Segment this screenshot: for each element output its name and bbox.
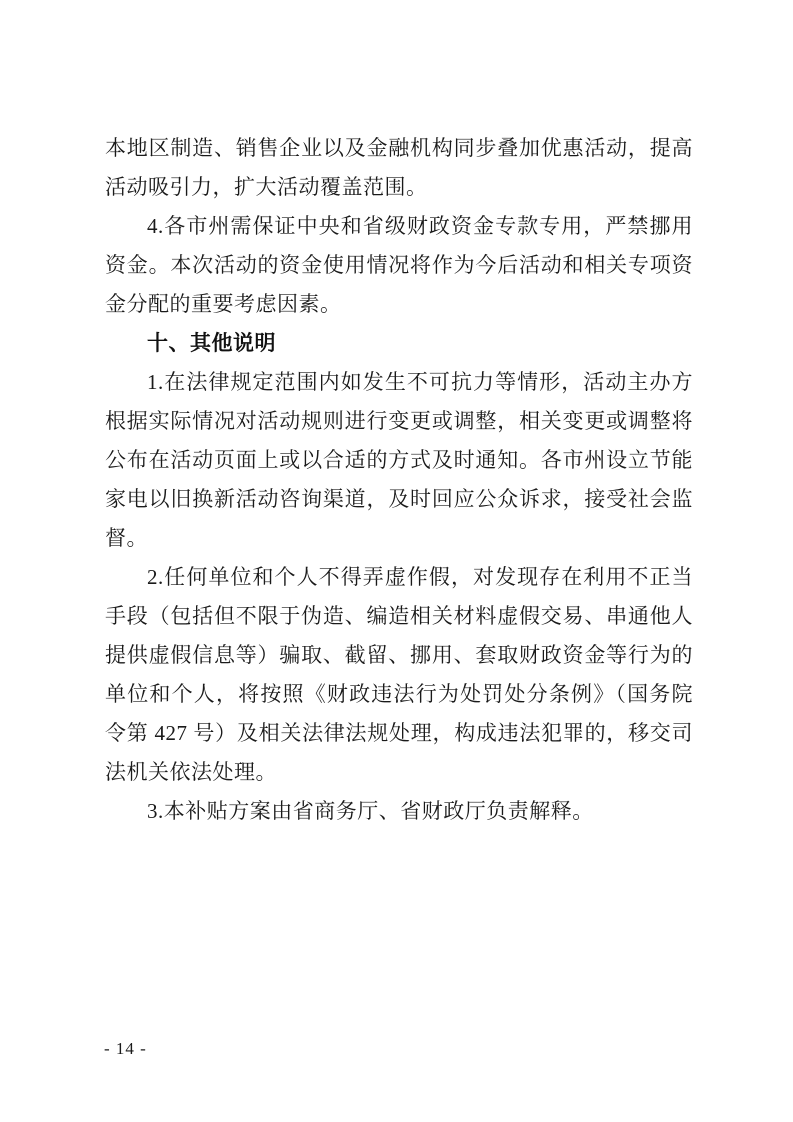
paragraph-note-1: 1.在法律规定范围内如发生不可抗力等情形，活动主办方根据实际情况对活动规则进行变更或调整，相关变更或调整将公布在活动页面上或以合适的方式及时通知。各市州设立节能家电以旧换新活动咨询渠道，及时回应公众诉求，接受社会监督。 [105,370,693,550]
page-number: - 14 - [104,1039,147,1058]
paragraph-continuation: 本地区制造、销售企业以及金融机构同步叠加优惠活动，提高活动吸引力，扩大活动覆盖范围。 [105,136,693,199]
paragraph-note-2: 2.任何单位和个人不得弄虚作假，对发现存在利用不正当手段（包括但不限于伪造、编造相关材料虚假交易、串通他人提供虚假信息等）骗取、截留、挪用、套取财政资金等行为的单位和个人，将按照《财政违法行为处罚处分条例》（国务院令第 427 号）及相关法律法规处理，构成违法犯罪的，移交司法机关依法处理。 [105,565,693,784]
paragraph-note-3: 3.本补贴方案由省商务厅、省财政厅负责解释。 [147,799,594,823]
document-body [105,129,693,831]
paragraph-item-4: 4.各市州需保证中央和省级财政资金专款专用，严禁挪用资金。本次活动的资金使用情况将作为今后活动和相关专项资金分配的重要考虑因素。 [105,214,693,316]
section-heading-other-notes: 十、其他说明 [147,332,276,355]
